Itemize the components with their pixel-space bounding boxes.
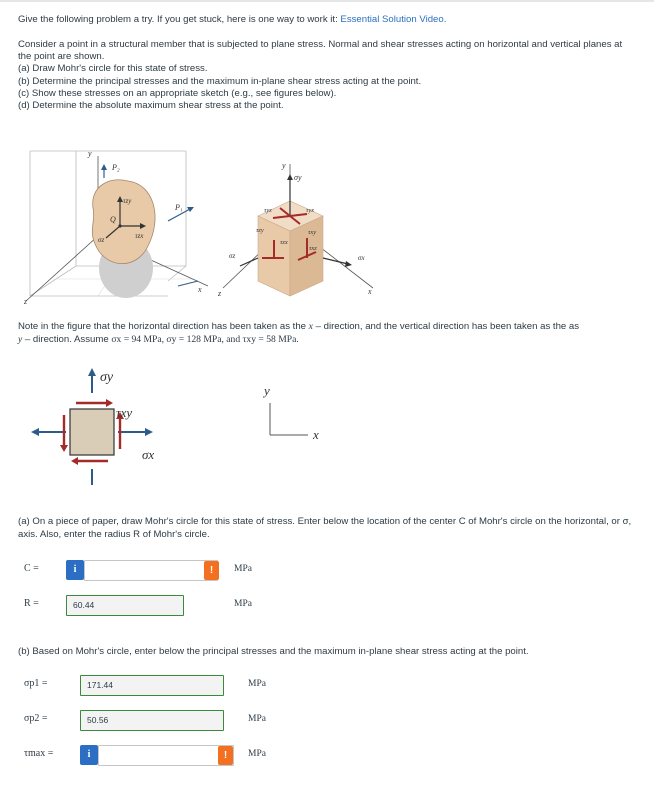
part-a-instructions: (a) On a piece of paper, draw Mohr's circle for this state of stress. Enter below the location of the center C of Mohr's circle on the horizontal, or σ, axis. Also, enter the radius R of Mohr's circle.: [18, 516, 632, 540]
r-input[interactable]: 60.44: [66, 595, 184, 616]
tmax-label: τmax =: [24, 748, 54, 759]
assumption-note: Note in the figure that the horizontal direction has been taken as the x – direction, and the vertical direction has been taken as the as y – direction. Assume σx = 94 MPa, σy = 128 MPa, and τxy = 58 MPa.: [18, 321, 580, 345]
fig2-tyz-label: τyz: [264, 207, 272, 214]
fig1-sz-label: σz: [98, 236, 105, 244]
axis-y-label: y: [264, 383, 270, 398]
problem-text: Consider a point in a structural member that is subjected to plane stress. Normal and shear stresses acting on horizontal and vertical planes at the point are shown.: [18, 39, 623, 63]
fig2-tzy-label: τzy: [256, 227, 264, 234]
problem-part-c: (c) Show these stresses on an appropriate sketch (e.g., see figures below).: [18, 87, 337, 99]
intro-text: Give the following problem a try. If you get stuck, here is one way to work it:: [18, 14, 341, 25]
fig2-z-label: z: [218, 289, 222, 298]
element-txy-label: τxy: [116, 405, 133, 420]
tmax-info-button[interactable]: i: [80, 745, 98, 765]
r-label: R =: [24, 598, 39, 609]
fig1-tzx-label: τzx: [135, 232, 144, 240]
tmax-input[interactable]: [98, 745, 234, 766]
answer-row-tmax: [18, 744, 338, 766]
sp1-label: σp1 =: [24, 678, 48, 689]
tmax-unit: MPa: [248, 749, 266, 759]
fig1-y-label: y: [88, 149, 92, 158]
fig2-sy-label: σy: [294, 173, 302, 182]
fig1-x-label: x: [198, 285, 202, 294]
fig2-x-label: x: [368, 287, 372, 296]
fig2-sz-label: σz: [229, 252, 236, 260]
fig1-p1-label: P₁: [175, 203, 183, 212]
element-sx-label: σx: [142, 447, 155, 462]
tmax-warning-button[interactable]: !: [218, 746, 233, 765]
sp2-input[interactable]: 50.56: [80, 710, 224, 731]
element-sy-label: σy: [100, 370, 114, 385]
fig2-sx-label: σx: [358, 254, 365, 262]
fig2-txy-label: τxy: [308, 229, 317, 236]
c-unit: MPa: [234, 564, 252, 574]
fig2-y-label: y: [282, 161, 286, 170]
answer-row-sp1: [18, 674, 338, 696]
stress-element: [31, 368, 153, 485]
answer-row-sp2: [18, 709, 338, 731]
solution-video-link[interactable]: Essential Solution Video.: [340, 14, 447, 25]
axis-x-label: x: [313, 427, 319, 442]
fig2-tyx-label: τyx: [306, 207, 315, 214]
problem-part-b: (b) Determine the principal stresses and the maximum in-plane shear stress acting at the point.: [18, 75, 422, 87]
assumed-values: σx = 94 MPa, σy = 128 MPa, and τxy = 58 MPa.: [111, 334, 299, 345]
c-warning-button[interactable]: !: [204, 561, 219, 580]
fig1-z-label: z: [24, 297, 28, 306]
intro-line: [18, 14, 638, 27]
problem-statement: [18, 39, 638, 112]
r-unit: MPa: [234, 599, 252, 609]
sp2-label: σp2 =: [24, 713, 48, 724]
c-info-button[interactable]: i: [66, 560, 84, 580]
top-divider: [0, 0, 654, 2]
fig2-tzx-label: τzx: [280, 239, 288, 246]
stress-cube-figure: [223, 164, 373, 296]
problem-part-a: (a) Draw Mohr's circle for this state of stress.: [18, 63, 208, 75]
stress-figures: [18, 146, 418, 306]
sp1-unit: MPa: [248, 679, 266, 689]
part-b-instructions: (b) Based on Mohr's circle, enter below the principal stresses and the maximum in-plane shear stress acting at the point.: [18, 646, 529, 657]
stress-element-figure: [18, 365, 438, 485]
xy-axes: [270, 403, 308, 435]
answer-row-c: [18, 559, 318, 581]
body-figure: [26, 151, 208, 301]
answer-row-r: [18, 594, 318, 616]
problem-part-d: (d) Determine the absolute maximum shear stress at the point.: [18, 100, 284, 112]
sp1-input[interactable]: 171.44: [80, 675, 224, 696]
fig1-p2-label: P₂: [112, 163, 120, 172]
fig2-txz-label: τxz: [309, 245, 317, 252]
c-input[interactable]: [84, 560, 218, 581]
fig1-tzy-label: τzy: [123, 197, 132, 205]
sp2-unit: MPa: [248, 714, 266, 724]
fig1-q-label: Q: [110, 215, 116, 224]
c-label: C =: [24, 563, 39, 574]
